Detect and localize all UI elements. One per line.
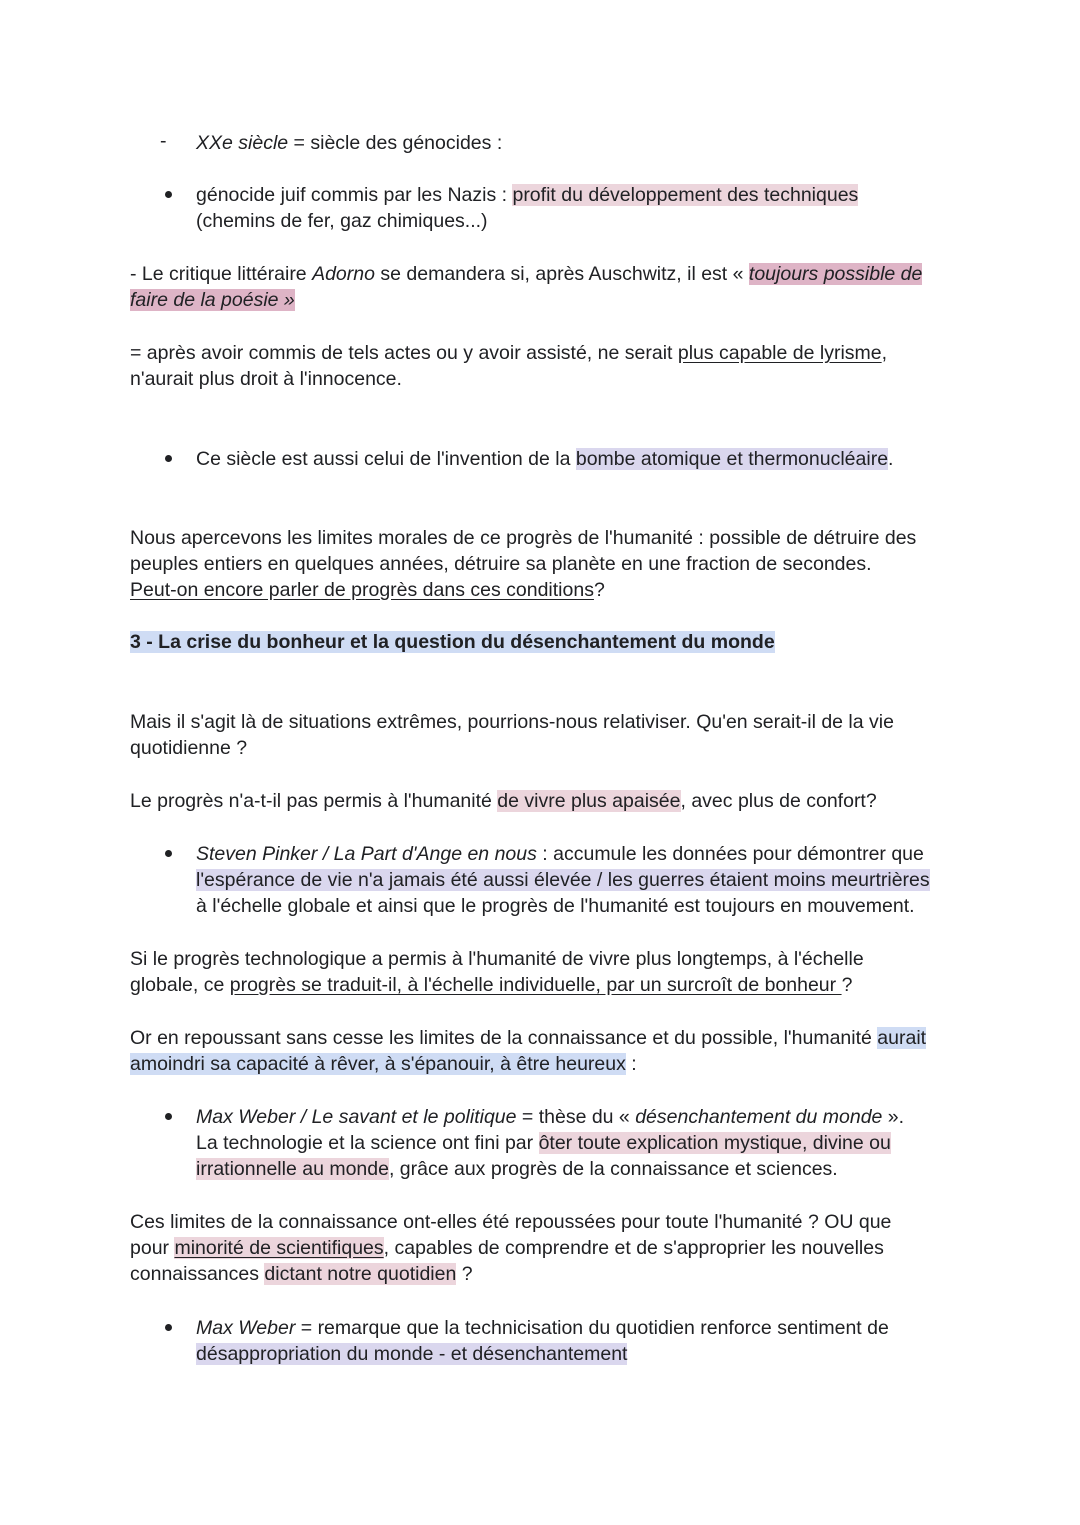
limits-line2: peuples entiers en quelques années, détruire sa planète en une fraction de secondes.: [130, 553, 872, 575]
bullet-icon: [165, 850, 172, 857]
weber1-line3: irrationnelle au monde, grâce aux progrès de la connaissance et sciences.: [196, 1158, 838, 1180]
consequence-line2: n'aurait plus droit à l'innocence.: [130, 368, 402, 390]
extreme-line1: Mais il s'agit là de situations extrêmes, pourrions-nous relativiser. Qu'en serait-il de la vie: [130, 711, 894, 733]
weber2-line2: désappropriation du monde - et désenchantement: [196, 1343, 628, 1365]
knowledge-line2: pour minorité de scientifiques, capables de comprendre et de s'approprier les nouvelles: [130, 1237, 884, 1259]
pinker-line1: Steven Pinker / La Part d'Ange en nous : accumule les données pour démontrer que: [196, 843, 924, 865]
bomb-bullet: Ce siècle est aussi celui de l'invention de la bombe atomique et thermonucléaire.: [196, 448, 894, 470]
tech-line2: globale, ce progrès se traduit-il, à l'échelle individuelle, par un surcroît de bonheur ?: [130, 974, 853, 996]
genocide-bullet-line1: génocide juif commis par les Nazis : profit du développement des techniques: [196, 184, 859, 206]
dash-bullet: -: [160, 130, 167, 152]
tech-line1: Si le progrès technologique a permis à l'humanité de vivre plus longtemps, à l'échelle: [130, 948, 864, 970]
section-heading-3: 3 - La crise du bonheur et la question du désenchantement du monde: [130, 631, 775, 653]
pushing-line2: amoindri sa capacité à rêver, à s'épanouir, à être heureux :: [130, 1053, 637, 1075]
adorno-line2: faire de la poésie »: [130, 289, 295, 311]
bullet-icon: [165, 455, 172, 462]
pinker-line2: l'espérance de vie n'a jamais été aussi élevée / les guerres étaient moins meurtrières: [196, 869, 930, 891]
limits-line1: Nous apercevons les limites morales de ce progrès de l'humanité : possible de détruire des: [130, 527, 917, 549]
genocide-bullet-line2: (chemins de fer, gaz chimiques...): [196, 210, 488, 232]
bullet-icon: [165, 1113, 172, 1120]
xx-century-heading: XXe siècle = siècle des génocides :: [196, 132, 503, 154]
adorno-line1: - Le critique littéraire Adorno se demandera si, après Auschwitz, il est « toujours possible de: [130, 263, 923, 285]
knowledge-line3: connaissances dictant notre quotidien ?: [130, 1263, 473, 1285]
pinker-line3: à l'échelle globale et ainsi que le progrès de l'humanité est toujours en mouvement.: [196, 895, 915, 917]
bullet-icon: [165, 1324, 172, 1331]
limits-line3: Peut-on encore parler de progrès dans ces conditions?: [130, 579, 605, 601]
weber1-line1: Max Weber / Le savant et le politique = thèse du « désenchantement du monde ».: [196, 1106, 905, 1128]
extreme-line2: quotidienne ?: [130, 737, 248, 759]
consequence-line1: = après avoir commis de tels actes ou y avoir assisté, ne serait plus capable de lyrisme,: [130, 342, 888, 364]
bullet-icon: [165, 191, 172, 198]
weber2-line1: Max Weber = remarque que la technicisation du quotidien renforce sentiment de: [196, 1317, 889, 1339]
knowledge-line1: Ces limites de la connaissance ont-elles été repoussées pour toute l'humanité ? OU que: [130, 1211, 892, 1233]
weber1-line2: La technologie et la science ont fini par ôter toute explication mystique, divine ou: [196, 1132, 891, 1154]
pushing-line1: Or en repoussant sans cesse les limites de la connaissance et du possible, l'humanité aurait: [130, 1027, 927, 1049]
progress-question: Le progrès n'a-t-il pas permis à l'humanité de vivre plus apaisée, avec plus de confort?: [130, 790, 877, 812]
